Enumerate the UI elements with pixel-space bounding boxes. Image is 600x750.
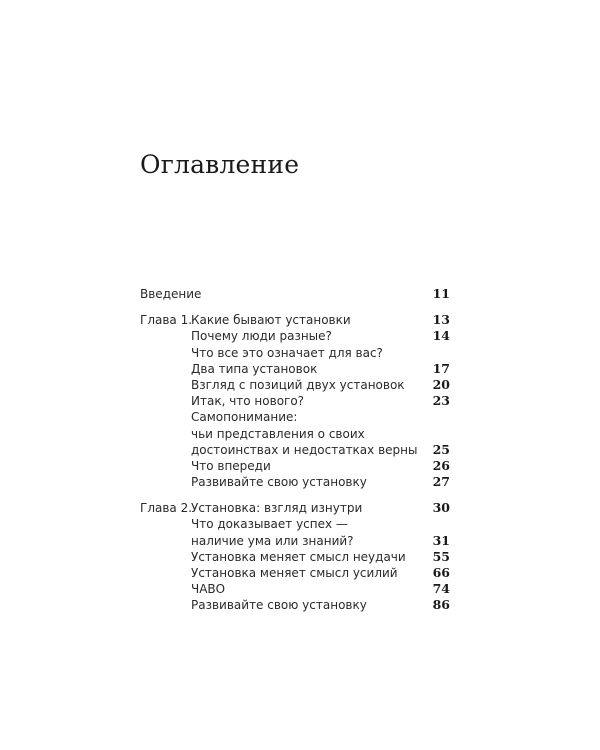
toc-entry-label: чьи представления о своих [191,426,365,441]
toc-entry[interactable] [140,549,450,565]
toc-entry-page: 86 [432,597,450,613]
toc-entry-label: Установка: взгляд изнутри [191,501,363,516]
toc-entry[interactable] [140,393,450,409]
toc-entry-page: 30 [432,500,450,516]
toc-entry[interactable] [140,474,450,490]
toc-entry-page: 26 [432,457,450,473]
toc-entry-page: 55 [432,548,450,564]
toc-entry[interactable] [140,597,450,613]
toc-entry[interactable] [140,442,450,458]
toc-entry-label: Что впереди [191,458,271,473]
toc-entry-label: Развивайте свою установку [191,598,367,613]
toc-entry-page: 11 [432,286,450,301]
toc-entry-label: Самопонимание: [191,410,298,425]
toc-entry-page: 17 [432,360,450,376]
toc-entry[interactable] [140,565,450,581]
toc-entry-label: Что все это означает для вас? [191,345,383,360]
toc-entry-label: Установка меняет смысл усилий [191,566,398,580]
toc-entry-page: 20 [432,376,450,392]
toc-entry-label: наличие ума или знаний? [191,533,354,548]
toc-entry-label: Что доказывает успех — [191,517,348,532]
toc-entry-intro[interactable] [140,286,450,302]
toc-entry[interactable] [140,426,450,442]
toc-entry-page: 66 [432,565,450,580]
toc-entry-page: 14 [432,328,450,344]
table-of-contents [140,286,450,614]
chapter-1-prefix: Глава 1. [140,313,193,328]
toc-entry[interactable] [140,312,450,328]
toc-entry-label: ЧАВО [191,582,226,597]
toc-entry[interactable] [140,533,450,549]
toc-entry-label: Взгляд с позиций двух установок [191,377,405,392]
toc-entry-page: 13 [432,312,450,328]
toc-entry-label: Установка меняет смысл неудачи [191,549,406,564]
toc-entry-label: Два типа установок [191,361,318,376]
chapter-2-prefix: Глава 2. [140,501,193,516]
toc-entry[interactable] [140,409,450,425]
toc-entry[interactable] [140,500,450,516]
toc-entry[interactable] [140,377,450,393]
toc-entry-page: 25 [432,441,450,457]
toc-entry-page: 74 [432,581,450,597]
page-title: Оглавление [140,150,300,179]
toc-entry-label: Введение [140,287,202,301]
toc-entry[interactable] [140,361,450,377]
toc-entry-page: 31 [432,532,450,548]
toc-entry[interactable] [140,516,450,532]
toc-entry-label: Почему люди разные? [191,329,332,344]
toc-entry-page: 23 [432,393,450,409]
toc-entry-label: достоинствах и недостатках верны [191,442,418,457]
toc-entry[interactable] [140,328,450,344]
toc-entry[interactable] [140,581,450,597]
toc-entry-page: 27 [432,474,450,490]
toc-entry-label: Какие бывают установки [191,313,351,328]
toc-entry[interactable] [140,458,450,474]
toc-entry[interactable] [140,345,450,361]
toc-entry-label: Развивайте свою установку [191,475,367,490]
toc-entry-label: Итак, что нового? [191,394,305,409]
